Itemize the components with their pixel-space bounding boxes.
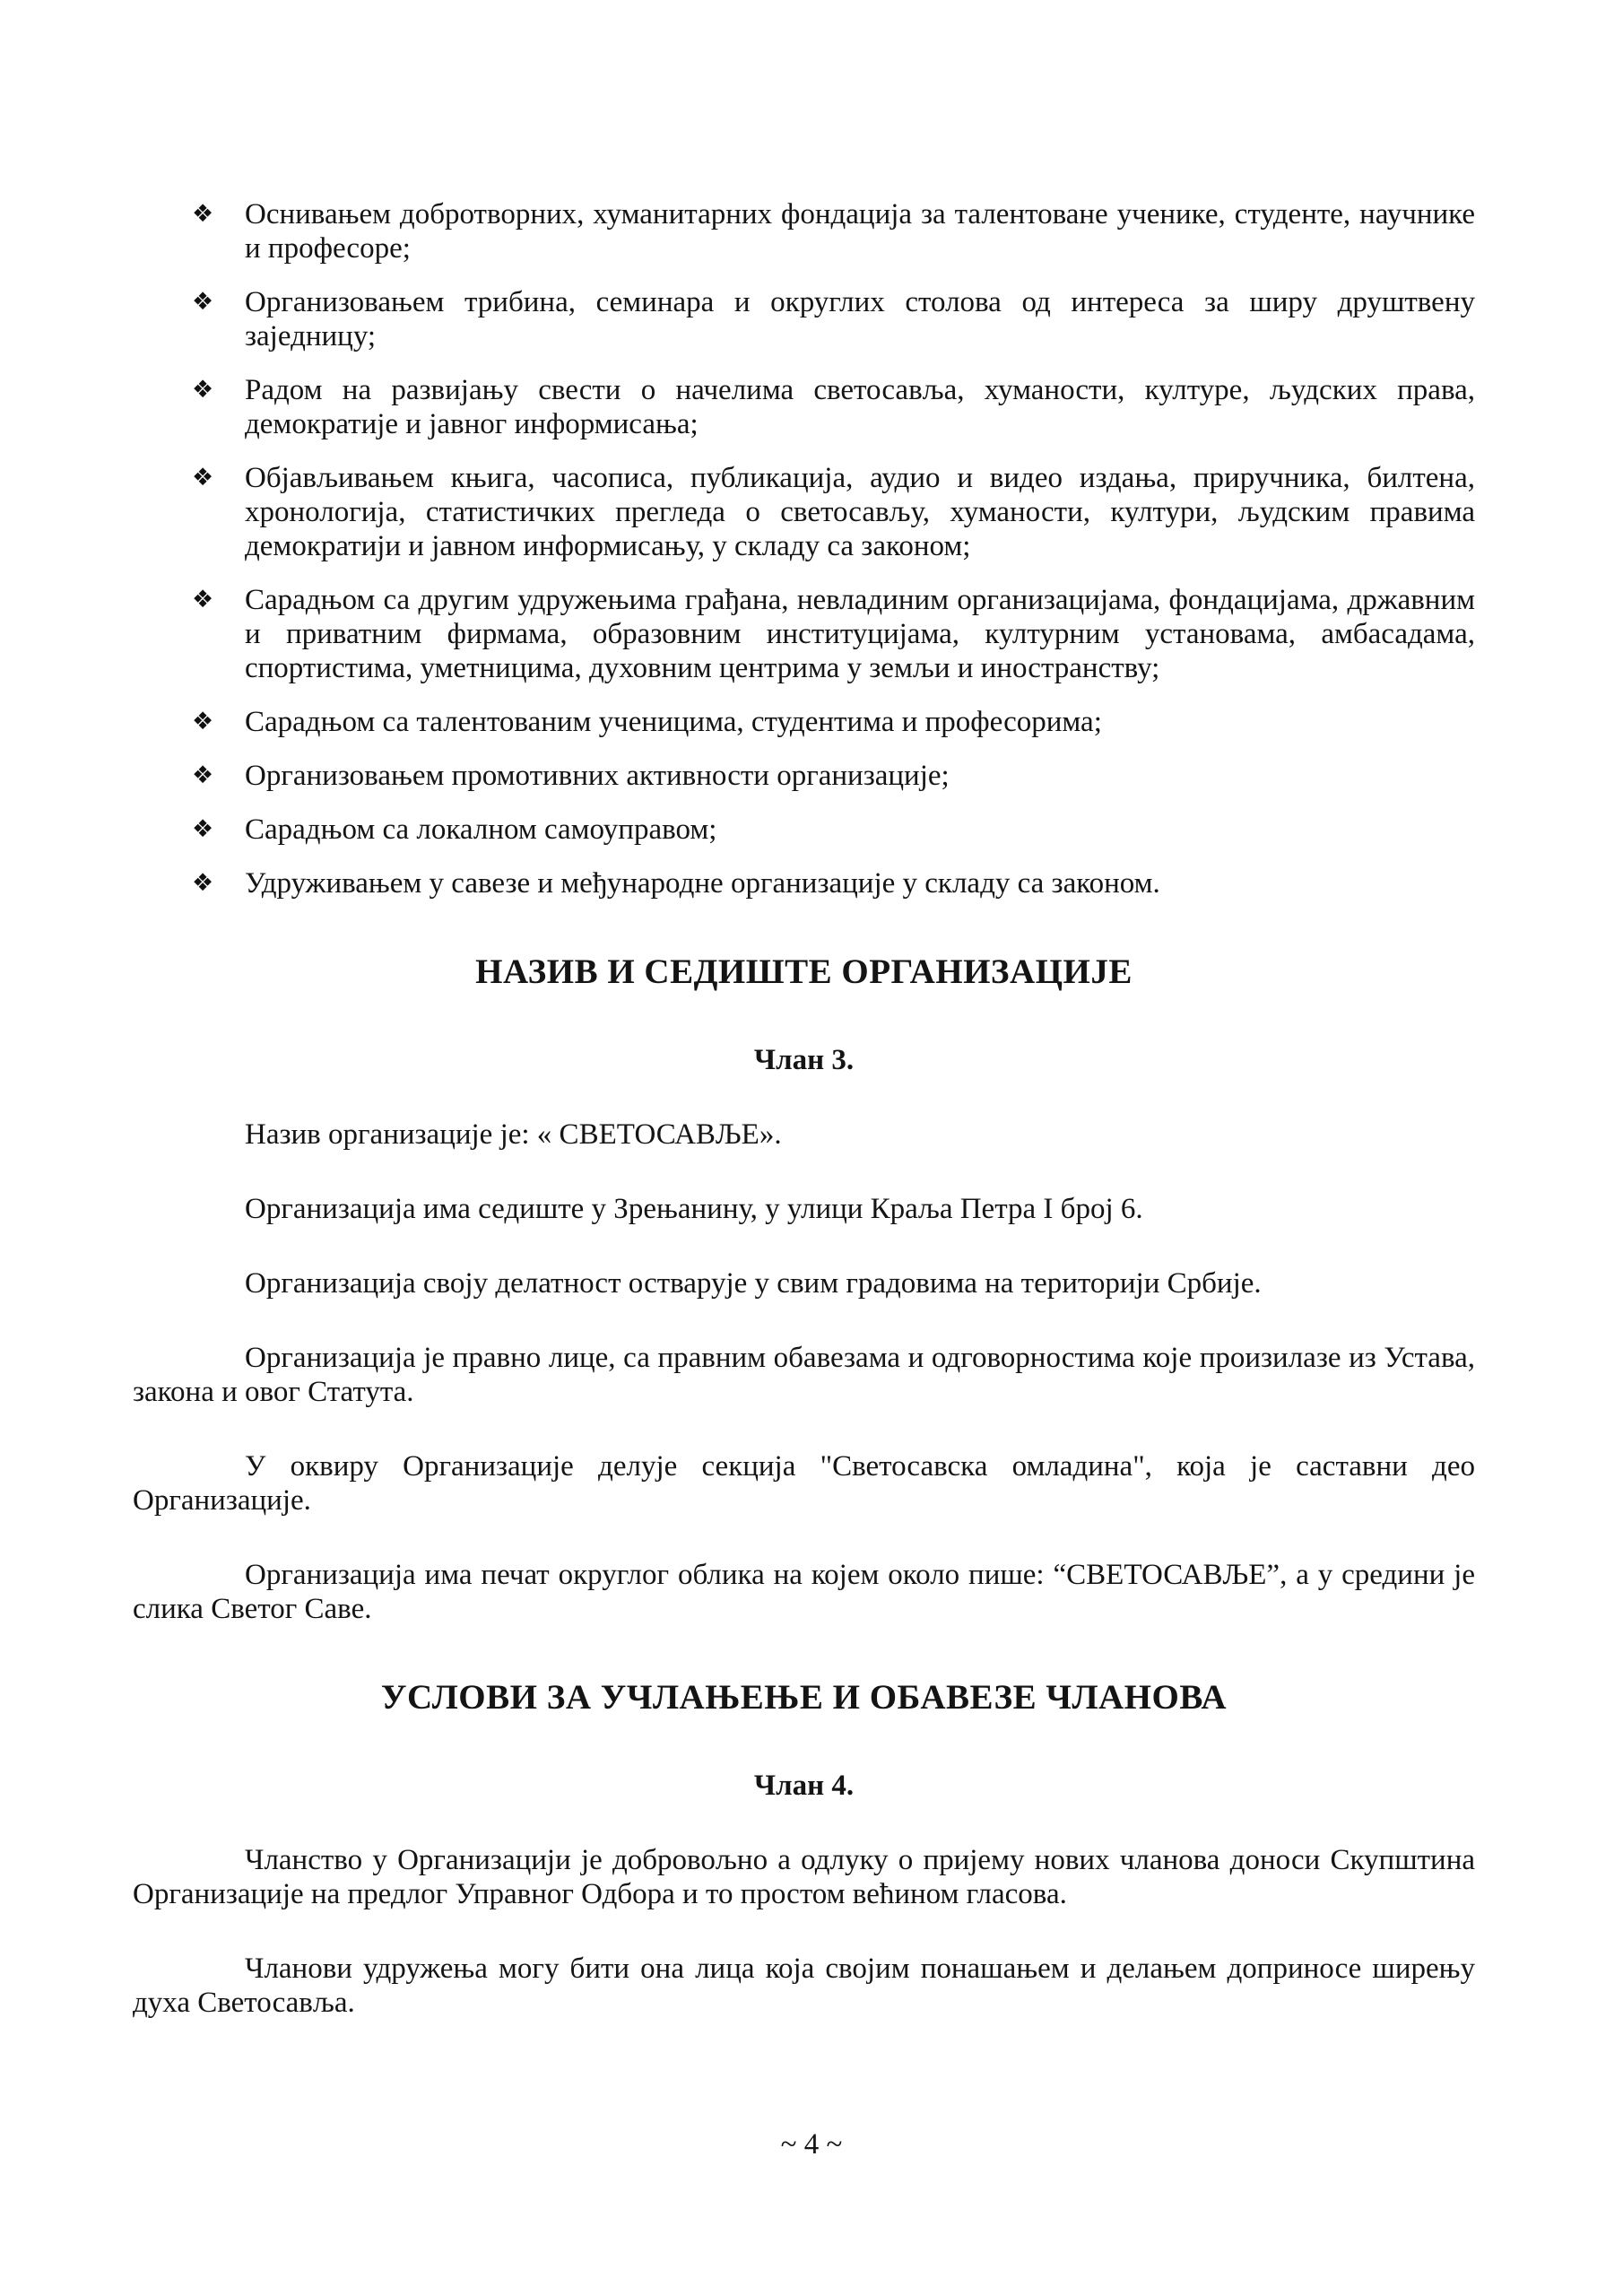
list-item: [133, 197, 1475, 265]
list-item-text: Организовањем трибина, семинара и округлих столова од интереса за ширу друштвену заједницу;: [245, 286, 1475, 352]
bullet-diamond-icon: ❖: [192, 200, 214, 228]
bullet-diamond-icon: ❖: [192, 761, 214, 789]
section-naziv-i-sediste: [133, 952, 1475, 1626]
list-item: [133, 813, 1475, 847]
section-heading: УСЛОВИ ЗА УЧЛАЊЕЊЕ И ОБАВЕЗЕ ЧЛАНОВА: [380, 1678, 1228, 1717]
list-item-text: Сарадњом са другим удружењима грађана, невладиним организацијама, фондацијама, државним и приватним фирмама, образовним институцијама, културним установама, амбасадама, спортистима, уметницима, духовним центрима у земљи и иностранству;: [245, 584, 1475, 684]
list-item: [133, 461, 1475, 563]
bullet-diamond-icon: ❖: [192, 288, 214, 316]
activities-list: [133, 197, 1475, 900]
article-number: Члан 3.: [753, 1044, 855, 1076]
page-number: ~ 4 ~: [780, 2128, 843, 2161]
bullet-diamond-icon: ❖: [192, 376, 214, 404]
section-uslovi-za-uclanjenje: [133, 1677, 1475, 2020]
paragraph: У оквиру Организације делује секција "Светосавска омладина", која је саставни део Организације.: [133, 1450, 1475, 1517]
list-item: [133, 866, 1475, 900]
list-item-text: Оснивањем добротворних, хуманитарних фондација за талентоване ученике, студенте, научнике и професоре;: [245, 198, 1475, 265]
list-item-text: Сарадњом са талентованим ученицима, студентима и професорима;: [245, 706, 1102, 738]
list-item: [133, 705, 1475, 739]
paragraph: Организација има печат округлог облика на којем около пише: “СВЕТОСАВЉЕ”, а у средини је слика Светог Саве.: [133, 1559, 1475, 1625]
list-item-text: Објављивањем књига, часописа, публикација, аудио и видео издања, приручника, билтена, хронологија, статистичких прегледа о светосављу, хуманости, култури, људским правима демократији и јавном информисању, у складу са законом;: [245, 462, 1475, 562]
bullet-diamond-icon: ❖: [192, 464, 214, 491]
list-item: [133, 759, 1475, 793]
list-item-text: Организовањем промотивних активности организације;: [245, 760, 950, 792]
list-item: [133, 373, 1475, 441]
paragraph: Организација је правно лице, са правним обавезама и одговорностима које произилазе из Устава, закона и овог Статута.: [133, 1342, 1475, 1408]
paragraph: Чланство у Организацији је добровољно а одлуку о пријему нових чланова доноси Скупштина Организације на предлог Управног Одбора и то простом већином гласова.: [133, 1844, 1475, 1910]
list-item-text: Удруживањем у савезе и међународне организације у складу са законом.: [245, 867, 1160, 900]
article-number: Члан 4.: [753, 1770, 855, 1802]
list-item: [133, 285, 1475, 353]
paragraph: Назив организације је: « СВЕТОСАВЉЕ».: [245, 1118, 782, 1151]
list-item-text: Сарадњом са локалном самоуправом;: [245, 813, 717, 846]
bullet-diamond-icon: ❖: [192, 815, 214, 843]
bullet-diamond-icon: ❖: [192, 586, 214, 613]
list-item: [133, 583, 1475, 685]
bullet-diamond-icon: ❖: [192, 708, 214, 735]
paragraph: Чланови удружења могу бити она лица која својим понашањем и делањем доприносе ширењу духа Светосавља.: [133, 1952, 1475, 2019]
section-heading: НАЗИВ И СЕДИШТЕ ОРГАНИЗАЦИЈЕ: [475, 952, 1133, 991]
paragraph: Организација своју делатност остварује у свим градовима на територији Србије.: [245, 1267, 1262, 1300]
bullet-diamond-icon: ❖: [192, 869, 214, 897]
paragraph: Организација има седиште у Зрењанину, у улици Краља Петра I број 6.: [245, 1193, 1143, 1225]
list-item-text: Радом на развијању свести о начелима светосавља, хуманости, културе, људских права, демократије и јавног информисања;: [245, 374, 1475, 440]
